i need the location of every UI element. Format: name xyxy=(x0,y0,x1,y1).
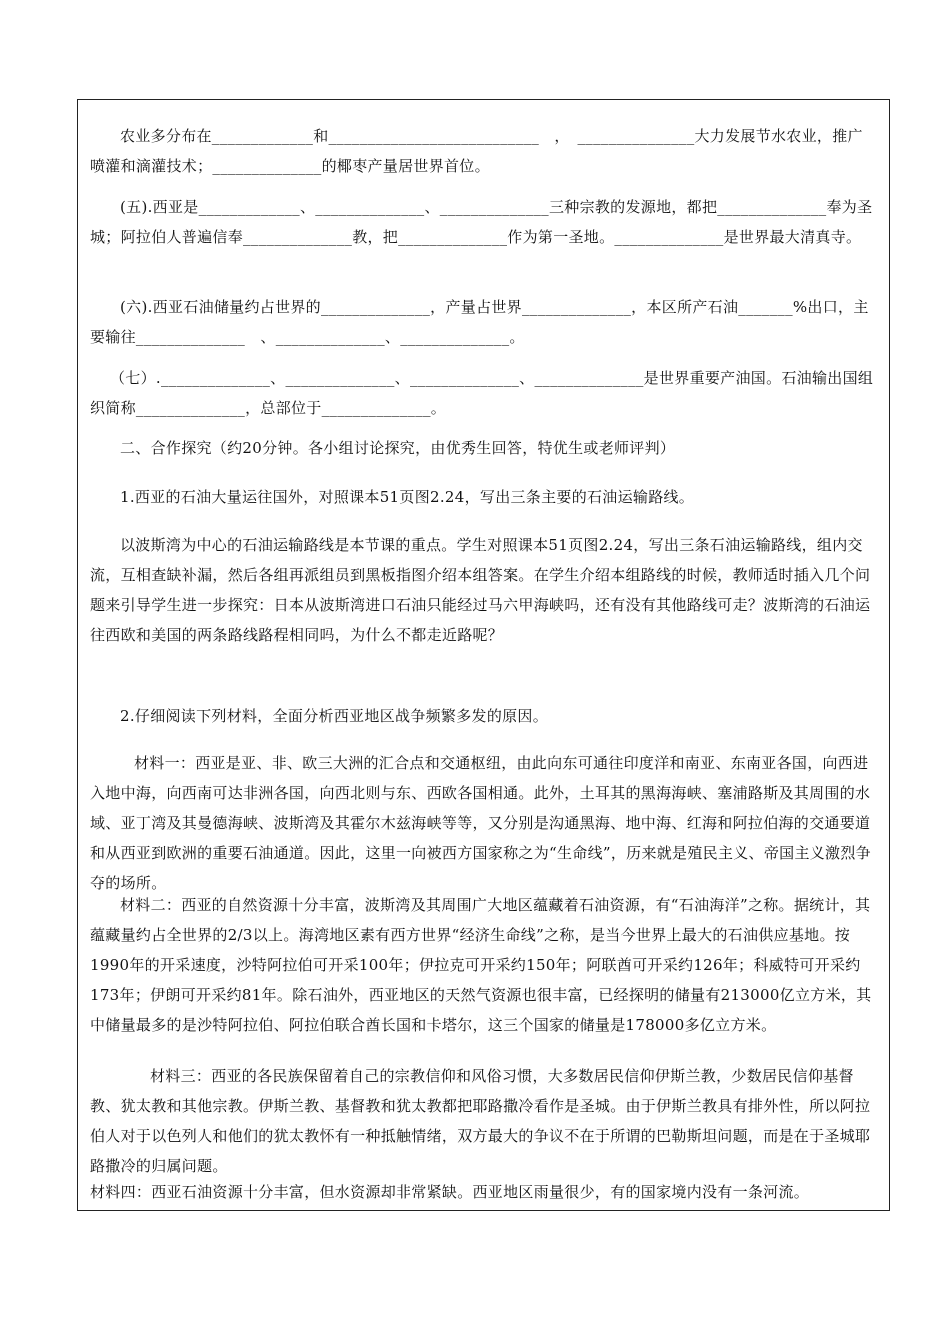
material-4: 材料四：西亚石油资源十分丰富，但水资源却非常紧缺。西亚地区雨量很少，有的国家境内没有一条河流。 xyxy=(90,1183,810,1201)
material-3: 材料三：西亚的各民族保留着自己的宗教信仰和风俗习惯，大多数居民信仰伊斯兰教，少数居民信仰基督教、犹太教和其他宗教。伊斯兰教、基督教和犹太教都把耶路撒冷看作是圣城。由于伊斯兰教具有排外性，所以阿拉伯人对于以色列人和他们的犹太教怀有一种抵触情绪，双方最大的争议不在于所谓的巴勒斯坦问题，而是在于圣城耶路撒冷的归属问题。 xyxy=(90,1067,871,1175)
question-1: 1.西亚的石油大量运往国外，对照课本51页图2.24，写出三条主要的石油运输路线。 xyxy=(120,488,695,506)
worksheet-frame xyxy=(77,99,890,1211)
agriculture-fill-in: 农业多分布在_____________和___________________________ ， _______________大力发展节水农业，推广喷灌和滴灌技术；______________的椰枣产量居世界首位。 xyxy=(90,127,863,175)
material-2: 材料二：西亚的自然资源十分丰富，波斯湾及其周围广大地区蕴藏着石油资源，有“石油海洋”之称。据统计，其蕴藏量约占全世界的2/3以上。海湾地区素有西方世界“经济生命线”之称，是当今世界上最大的石油供应基地。按1990年的开采速度，沙特阿拉伯可开采100年；伊拉克可开采约150年；阿联酋可开采约126年；科威特可开采约173年；伊朗可开采约81年。除石油外，西亚地区的天然气资源也很丰富，已经探明的储量有213000亿立方米，其中储量最多的是沙特阿拉伯、阿拉伯联合酋长国和卡塔尔，这三个国家的储量是178000多亿立方米。 xyxy=(90,896,872,1034)
oil-reserves-fill-in: (六).西亚石油储量约占世界的______________，产量占世界______________，本区所产石油_______%出口，主要输往______________ 、______________、______________。 xyxy=(90,298,869,346)
religion-fill-in: (五).西亚是_____________、______________、______________三种宗教的发源地，都把______________奉为圣城；阿拉伯人普遍信奉______________教，把______________作为第一圣地。______________是世界最大清真寺。 xyxy=(90,198,873,246)
cooperation-heading: 二、合作探究（约20分钟。各小组讨论探究，由优秀生回答，特优生或老师评判） xyxy=(120,439,676,457)
question-2: 2.仔细阅读下列材料，全面分析西亚地区战争频繁多发的原因。 xyxy=(120,707,549,725)
oil-countries-fill-in: （七）.______________、______________、______________、______________是世界重要产油国。石油输出国组织简称______________，总部位于______________。 xyxy=(90,369,874,417)
material-1: 材料一：西亚是亚、非、欧三大洲的汇合点和交通枢纽，由此向东可通往印度洋和南亚、东南亚各国，向西进入地中海，向西南可达非洲各国，向西北则与东、西欧各国相通。此外，土耳其的黑海海峡、塞浦路斯及其周围的水域、亚丁湾及其曼德海峡、波斯湾及其霍尔木兹海峡等等，又分别是沟通黑海、地中海、红海和阿拉伯海的交通要道和从西亚到欧洲的重要石油通道。因此，这里一向被西方国家称之为“生命线”，历来就是殖民主义、帝国主义激烈争夺的场所。 xyxy=(90,754,871,892)
question-1-note: 以波斯湾为中心的石油运输路线是本节课的重点。学生对照课本51页图2.24，写出三条石油运输路线，组内交流，互相查缺补漏，然后各组再派组员到黑板指图介绍本组答案。在学生介绍本组路线的时候，教师适时插入几个问题来引导学生进一步探究：日本从波斯湾进口石油只能经过马六甲海峡吗，还有没有其他路线可走？波斯湾的石油运往西欧和美国的两条路线路程相同吗，为什么不都走近路呢？ xyxy=(90,536,871,644)
